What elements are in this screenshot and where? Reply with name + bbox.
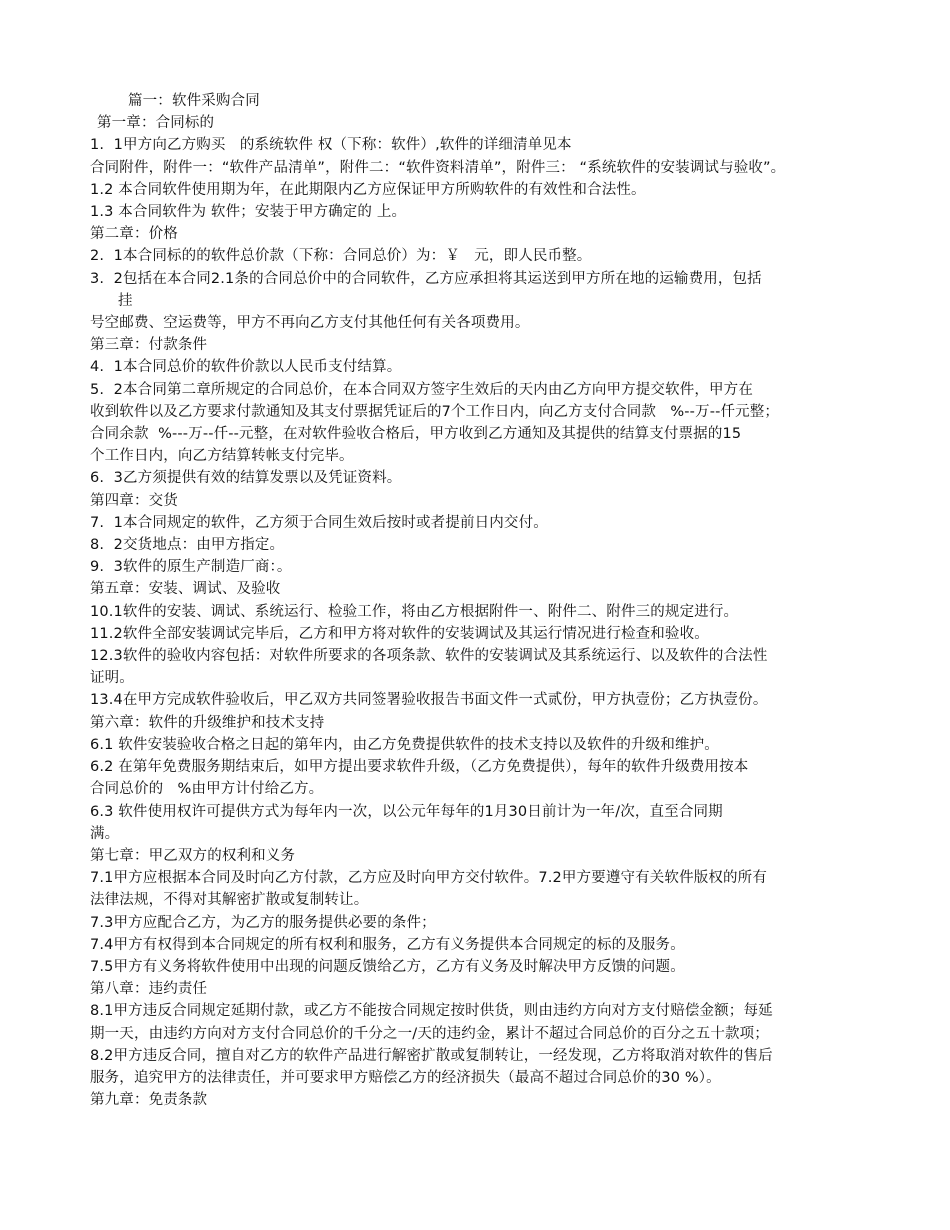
- clause-line: 7.5甲方有义务将软件使用中出现的问题反馈给乙方，乙方有义务及时解决甲方反馈的问题。: [90, 958, 685, 975]
- clause-line: 期一天，由违约方向对方支付合同总价的千分之一/天的违约金，累计不超过合同总价的百分之五十款项；: [90, 1025, 769, 1042]
- clause-line: 6.3 软件使用权许可提供方式为每年内一次，以公元年每年的1月30日前计为一年/次，直至合同期: [90, 803, 723, 820]
- clause-line: 号空邮费、空运费等，甲方不再向乙方支付其他任何有关各项费用。: [90, 315, 530, 332]
- clause-line: 12.3软件的验收内容包括：对软件所要求的各项条款、软件的安装调试及其系统运行、以及软件的合法性: [90, 648, 768, 665]
- clause-line: 1. 1甲方向乙方购买 的系统软件 权（下称：软件）,软件的详细清单见本: [90, 137, 572, 154]
- clause-line: 4. 1本合同总价的软件价款以人民币支付结算。: [90, 359, 402, 376]
- chapter-heading: 第三章：付款条件: [90, 337, 208, 354]
- chapter-heading: 第八章：违约责任: [90, 981, 208, 998]
- clause-line: 10.1软件的安装、调试、系统运行、检验工作，将由乙方根据附件一、附件二、附件三的规定进行。: [90, 603, 739, 620]
- clause-line: 6.2 在第年免费服务期结束后，如甲方提出要求软件升级，（乙方免费提供），每年的软件升级费用按本: [90, 759, 749, 776]
- clause-line: 挂: [118, 292, 133, 309]
- clause-line: 2. 1本合同标的的软件总价款（下称：合同总价）为：￥ 元，即人民币整。: [90, 248, 592, 265]
- chapter-heading: 第九章：免责条款: [90, 1092, 208, 1109]
- clause-line: 满。: [90, 825, 120, 842]
- chapter-heading: 第二章：价格: [90, 226, 178, 243]
- clause-line: 8.2甲方违反合同，擅自对乙方的软件产品进行解密扩散或复制转让，一经发现，乙方将取消对软件的售后: [90, 1047, 773, 1064]
- clause-line: 13.4在甲方完成软件验收后，甲乙双方共同签署验收报告书面文件一式贰份，甲方执壹份；乙方执壹份。: [90, 692, 768, 709]
- clause-line: 7.1甲方应根据本合同及时向乙方付款，乙方应及时向甲方交付软件。7.2甲方要遵守有关软件版权的所有: [90, 870, 767, 887]
- contract-document: [90, 90, 870, 1111]
- chapter-heading: 第五章：安装、调试、及验收: [90, 581, 281, 598]
- clause-line: 1.3 本合同软件为 软件；安装于甲方确定的 上。: [90, 204, 407, 221]
- clause-line: 8. 2交货地点：由甲方指定。: [90, 537, 285, 554]
- clause-line: 个工作日内，向乙方结算转帐支付完毕。: [90, 448, 354, 465]
- chapter-heading: 第一章：合同标的: [97, 115, 215, 132]
- clause-line: 7.3甲方应配合乙方，为乙方的服务提供必要的条件；: [90, 914, 436, 931]
- document-title: 篇一：软件采购合同: [128, 93, 260, 109]
- clause-line: 服务，追究甲方的法律责任，并可要求甲方赔偿乙方的经济损失（最高不超过合同总价的30 %）。: [90, 1069, 721, 1086]
- clause-line: 7.4甲方有权得到本合同规定的所有权利和服务，乙方有义务提供本合同规定的标的及服务。: [90, 936, 685, 953]
- clause-line: 6. 3乙方须提供有效的结算发票以及凭证资料。: [90, 470, 402, 487]
- clause-line: 6.1 软件安装验收合格之日起的第年内，由乙方免费提供软件的技术支持以及软件的升级和维护。: [90, 736, 719, 753]
- clause-line: 合同总价的 %由甲方计付给乙方。: [90, 781, 324, 798]
- clause-line: 1.2 本合同软件使用期为年，在此期限内乙方应保证甲方所购软件的有效性和合法性。: [90, 181, 646, 198]
- clause-line: 9. 3软件的原生产制造厂商：。: [90, 559, 292, 576]
- clause-line: 合同余款 %---万--仟--元整，在对软件验收合格后，甲方收到乙方通知及其提供的结算支付票据的15: [90, 426, 742, 443]
- clause-line: 11.2软件全部安装调试完毕后，乙方和甲方将对软件的安装调试及其运行情况进行检查和验收。: [90, 625, 709, 642]
- clause-line: 5. 2本合同第二章所规定的合同总价，在本合同双方签字生效后的天内由乙方向甲方提交软件，甲方在: [90, 381, 753, 398]
- clause-line: 3. 2包括在本合同2.1条的合同总价中的合同软件，乙方应承担将其运送到甲方所在地的运输费用，包括: [90, 270, 762, 287]
- chapter-heading: 第四章：交货: [90, 492, 178, 509]
- chapter-heading: 第六章：软件的升级维护和技术支持: [90, 714, 325, 731]
- clause-line: 法律法规，不得对其解密扩散或复制转让。: [90, 892, 369, 909]
- clause-line: 证明。: [90, 670, 134, 687]
- clause-line: 8.1甲方违反合同规定延期付款，或乙方不能按合同规定按时供货，则由违约方向对方支付赔偿金额；每延: [90, 1003, 773, 1020]
- clause-line: 7. 1本合同规定的软件，乙方须于合同生效后按时或者提前日内交付。: [90, 514, 548, 531]
- clause-line: 收到软件以及乙方要求付款通知及其支付票据凭证后的7个工作日内，向乙方支付合同款 %--万--仟元整；: [90, 403, 780, 420]
- clause-line: 合同附件，附件一：“软件产品清单”，附件二：“软件资料清单”，附件三： “系统软件的安装调试与验收”。: [90, 159, 786, 176]
- chapter-heading: 第七章：甲乙双方的权利和义务: [90, 847, 296, 864]
